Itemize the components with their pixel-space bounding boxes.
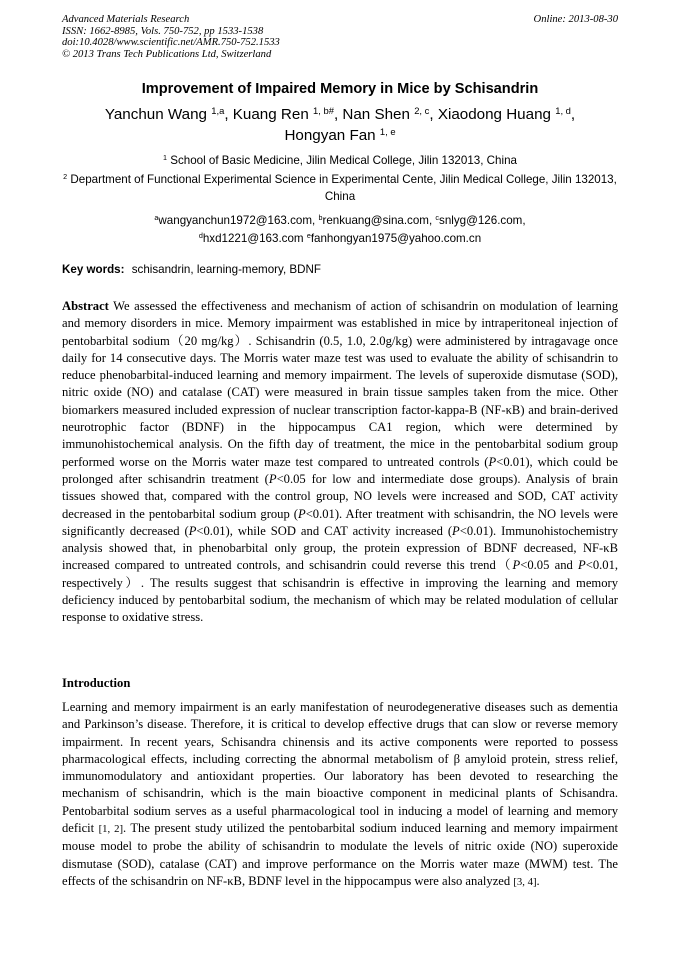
abstract-text: <0.05 for low and intermediate dose groups). Analysis of brain tissues showed that, compared with the control group, NO levels were increased and SOD, CAT activity decreased in the pentobarbital sodium group ( (62, 471, 618, 521)
author-sup: 1, d (555, 104, 571, 116)
copyright-line: © 2013 Trans Tech Publications Ltd, Switzerland (62, 48, 272, 60)
paper-title: Improvement of Impaired Memory in Mice by Schisandrin (141, 81, 539, 97)
p-value-symbol: P (297, 506, 306, 521)
author-name: Kuang Ren (232, 106, 309, 123)
author-name: Yanchun Wang (104, 106, 208, 123)
author-sup: 2, c (414, 104, 430, 116)
online-date: Online: 2013-08-30 (533, 14, 618, 25)
citation: [1, 2] (98, 823, 124, 836)
email-address: renkuang@sina.com (322, 214, 429, 227)
abstract-text: <0.01). Immunohistochemistry analysis showed that, in phenobarbital only group, the protein expression of BDNF decreased, NF-κB increased compared to untreated controls, and schisandrin could reverse this trend（ (62, 523, 618, 573)
p-value-symbol: P (452, 523, 460, 538)
email-address: wangyanchun1972@163.com (158, 214, 312, 227)
issn-line: ISSN: 1662-8985, Vols. 750-752, pp 1533-1538 (62, 25, 264, 37)
abstract-text: <0.01). After treatment with schisandrin, the NO levels were significantly decreased ( (62, 506, 618, 538)
affiliation-1 (62, 152, 618, 169)
author-name: Xiaodong Huang (437, 106, 551, 123)
p-value-symbol: P (188, 523, 197, 538)
email-sup: a (154, 213, 159, 223)
abstract-text: We assessed the effectiveness and mechanism of action of schisandrin on modulation of learning and memory disorders in mice. Memory impairment was established in mice by intraperitoneal injection of pentobarbital sodium（20 mg/kg）. Schisandrin (0.5, 1.0, 2.0g/kg) were administered by intragavage once daily for 14 consecutive days. The Morris water maze test was used to evaluate the ability of schisandrin to reduce phenobarbital-induced learning and memory impairment. The levels of superoxide dismutase (SOD), nitric oxide (NO) and catalase (CAT) were measured in brain tissue samples taken from the mice. Other biomarkers measured included expression of nuclear transcription factor-kappa-B (NF-κB) and brain-derived neurotrophic factor (BDNF) in the hippocampus CA1 region, which were determined by immunohistochemical analysis. On the fifth day of treatment, the mice in the pentobarbital sodium group performed worse on the Morris water maze test compared to untreated controls ( (62, 299, 619, 469)
author-sup: 1, b# (313, 104, 334, 116)
citation: [3, 4] (513, 875, 537, 888)
email-list: $^a$wangyanchun1972@163.com, $^b$renkuang@sina.com, $^c$snlyg@126.com, $^d$hxd1221@163.com $^e$fanhongyan1975@yahoo.com.cn (154, 213, 526, 245)
email-sup: d (198, 231, 203, 241)
p-value-symbol: P (512, 558, 521, 573)
keywords-label: Key words: (62, 263, 125, 276)
email-address: snlyg@126.com (439, 214, 523, 227)
abstract-paragraph (62, 298, 618, 627)
affiliation-number: 2 (63, 172, 68, 182)
affiliation-text: School of Basic Medicine, Jilin Medical College, Jilin 132013, China (170, 154, 517, 167)
email-address: hxd1221@163.com (202, 232, 304, 245)
introduction-paragraph (62, 699, 618, 891)
p-value-symbol: P (268, 471, 277, 486)
abstract-text: <0.01), which could be prolonged after schisandrin treatment ( (62, 454, 619, 486)
intro-text: . (536, 873, 540, 888)
intro-text: . The present study utilized the pentobarbital sodium induced learning and memory impairment mouse model to probe the ability of schisandrin to modulate the levels of nitric oxide (NO) superoxide dismutase (SOD), catalase (CAT) and improve performance on the Morris water maze (MWM) test. The effects of the schisandrin on NF-κB, BDNF level in the hippocampus were also analyzed (62, 821, 618, 888)
abstract-label: Abstract (62, 299, 109, 313)
keywords (62, 262, 618, 278)
affiliation-text: Department of Functional Experimental Science in Experimental Cente, Jilin Medical College, Jilin 132013, China (70, 173, 617, 203)
email-sup: e (306, 231, 311, 241)
email-sup: b (318, 213, 323, 223)
doi-line: doi:10.4028/www.scientific.net/AMR.750-752.1533 (62, 37, 280, 49)
affiliation-number: 1 (163, 153, 168, 163)
author-name: Nan Shen (342, 106, 410, 123)
author-sup: 1, e (379, 125, 396, 137)
p-value-symbol: P (488, 454, 497, 469)
abstract-text: <0.01), while SOD and CAT activity increased ( (196, 523, 453, 538)
p-value-symbol: P (578, 558, 586, 573)
email-address: fanhongyan1975@yahoo.com.cn (310, 232, 482, 245)
journal-name: Advanced Materials Research (62, 14, 190, 25)
affiliation-2 (62, 171, 618, 205)
author-list: Yanchun Wang $^{1,a}$, Kuang Ren $^{1, b\#}$, Nan Shen $^{2, c}$, Xiaodong Huang $^{1, d}$, Hongyan Fan $^{1, e}$ (104, 104, 576, 144)
author-sup: 1,a (211, 104, 225, 116)
abstract-text: <0.01, respectively）. The results suggest that schisandrin is effective in improving the learning and memory deficiency induced by pentobarbital sodium, the mechanism of which may be related modulation of cellular response to oxidative stress. (62, 558, 619, 625)
intro-text: Learning and memory impairment is an early manifestation of neurodegenerative diseases such as dementia and Parkinson’s disease. Therefore, it is critical to develop effective drugs that can slow or reverse memory impairment. In recent years, Schisandra chinensis and its active components were reported to possess pharmacological effects, including correcting the abnormal metabolism of β amyloid protein, stress relief, immunomodulatory and antioxidant properties. Our laboratory has been devoted to researching the mechanism of schisandrin, which is the main bioactive component in medicinal plants of Schisandra. Pentobarbital sodium serves as a useful pharmacological tool in inducing a model of learning and memory deficit (62, 700, 618, 836)
email-sup: c (435, 213, 440, 223)
introduction-heading: Introduction (62, 676, 131, 690)
keywords-text: schisandrin, learning-memory, BDNF (131, 263, 321, 276)
author-name: Hongyan Fan (284, 127, 376, 144)
abstract-text: <0.05 and (520, 558, 579, 573)
journal-header (62, 14, 618, 60)
